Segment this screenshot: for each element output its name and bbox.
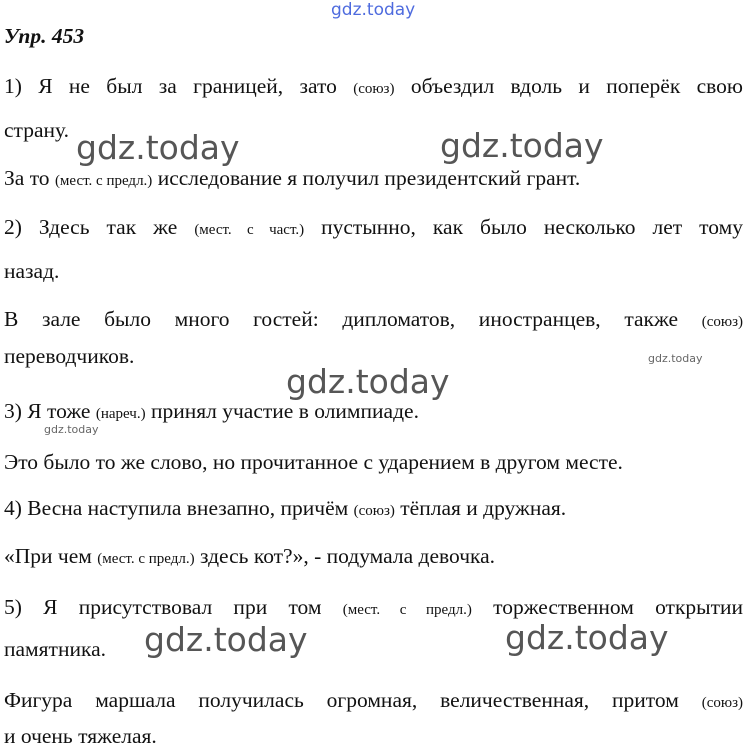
watermark-small: gdz.today (44, 423, 99, 436)
text-line-10: 4) Весна наступила внезапно, причём (союз) тёплая и дружная. (4, 496, 567, 520)
text-line-14: Фигура маршала получилась огромная, величественная, притом (союз) (4, 688, 743, 712)
text-line-8: 3) Я тоже (нареч.) принял участие в олимпиаде. (4, 399, 419, 423)
watermark: gdz.today (144, 620, 308, 659)
watermark: gdz.today (440, 126, 604, 165)
text-line-1: 1) Я не был за границей, зато (союз) объездил вдоль и поперёк свою (4, 74, 743, 98)
watermark-small: gdz.today (648, 352, 703, 365)
text-line-5: назад. (4, 259, 60, 283)
text-line-7: переводчиков. (4, 344, 135, 368)
text-line-4: 2) Здесь так же (мест. с част.) пустынно, как было несколько лет тому (4, 215, 743, 239)
watermark-top: gdz.today (331, 0, 416, 20)
watermark: gdz.today (76, 128, 240, 167)
text-line-12: 5) Я присутствовал при том (мест. с предл.) торжественном открытии (4, 595, 743, 619)
text-line-13: памятника. (4, 637, 106, 661)
text-line-11: «При чем (мест. с предл.) здесь кот?», - подумала девочка. (4, 544, 496, 568)
exercise-title: Упр. 453 (4, 24, 85, 48)
text-line-2: страну. (4, 118, 69, 142)
text-line-3: За то (мест. с предл.) исследование я получил президентский грант. (4, 166, 581, 190)
text-line-6: В зале было много гостей: дипломатов, иностранцев, также (союз) (4, 307, 743, 331)
text-line-15: и очень тяжелая. (4, 724, 157, 748)
watermark: gdz.today (505, 618, 669, 657)
text-line-9: Это было то же слово, но прочитанное с ударением в другом месте. (4, 450, 623, 474)
watermark: gdz.today (286, 362, 450, 401)
